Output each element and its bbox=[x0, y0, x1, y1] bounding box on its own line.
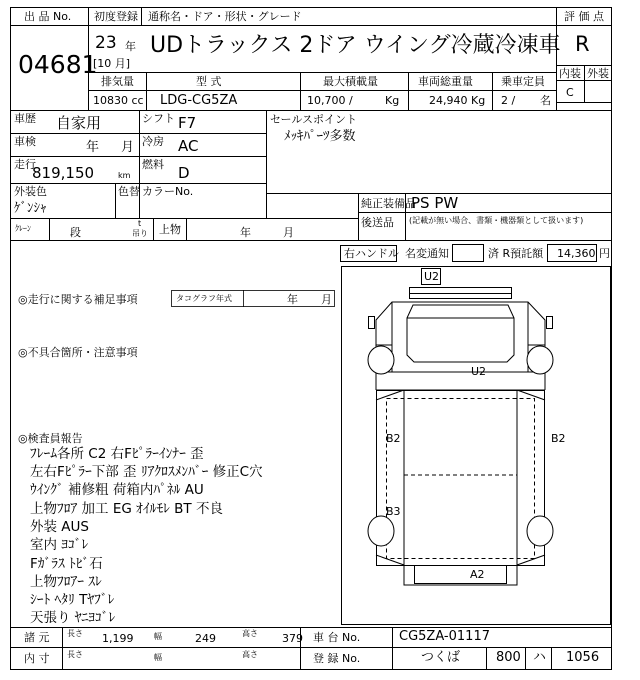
first-reg-year-unit: 年 bbox=[125, 40, 136, 53]
displacement-label: 排気量 bbox=[101, 75, 134, 88]
equipment-label: 純正装備品 bbox=[361, 197, 416, 210]
mileage-label: 走行 bbox=[14, 158, 36, 171]
vehicle-name: UDトラックス 2ドア ウイング冷蔵冷凍車 bbox=[150, 33, 561, 58]
crane-ton-unit: t bbox=[138, 219, 142, 228]
evaluation-score: R bbox=[575, 32, 590, 56]
report-line: 外装 AUS bbox=[30, 519, 89, 535]
fuel-label: 燃料 bbox=[142, 158, 164, 171]
damage-mark-left-rear: B3 bbox=[386, 505, 401, 518]
defects-title: ◎不具合箇所・注意事項 bbox=[18, 346, 138, 359]
report-line: 上物ﾌﾛｱ 加工 EG ｵｲﾙﾓﾚ BT 不良 bbox=[30, 501, 223, 517]
max-load-unit: Kg bbox=[385, 94, 400, 107]
first-registration-label: 初度登録 bbox=[94, 10, 138, 23]
upper-year-unit: 年 bbox=[240, 226, 251, 239]
gross-weight-label: 車両総重量 bbox=[418, 75, 473, 88]
history-value: 自家用 bbox=[56, 114, 102, 132]
exterior-color-label: 外装色 bbox=[14, 185, 47, 198]
first-reg-month: [10 月] bbox=[93, 57, 131, 70]
yen-unit: 円 bbox=[599, 247, 610, 260]
interior-dimensions-label: 内 寸 bbox=[24, 652, 50, 665]
registration-kana: ハ bbox=[533, 650, 547, 665]
lot-no-label: 出 品 No. bbox=[24, 10, 72, 23]
shift-value: F7 bbox=[178, 114, 197, 132]
height-value: 379 bbox=[282, 632, 303, 645]
sales-point-label: セールスポイント bbox=[270, 113, 358, 126]
damage-mark-right-side: B2 bbox=[551, 432, 566, 445]
tacho-month-unit: 月 bbox=[321, 293, 332, 306]
max-load-label: 最大積載量 bbox=[323, 75, 378, 88]
chassis-label: 車 台 No. bbox=[313, 631, 361, 644]
wheel-rear-left bbox=[368, 516, 394, 546]
wheel-rear-right bbox=[527, 516, 553, 546]
report-line: ｼｰﾄ ﾍﾀﾘ Tﾔﾌﾞﾚ bbox=[30, 592, 115, 608]
inspector-report-title: ◎検査員報告 bbox=[18, 432, 83, 445]
shift-label: シフト bbox=[142, 112, 175, 125]
evaluation-label: 評 価 点 bbox=[564, 10, 604, 23]
chassis-number: CG5ZA-01117 bbox=[399, 629, 490, 644]
report-line: Fｶﾞﾗｽ ﾄﾋﾞ石 bbox=[30, 556, 103, 572]
steering-value: 右ハンドル bbox=[344, 247, 399, 260]
registration-area: つくば bbox=[421, 650, 461, 665]
wheel-front-right bbox=[527, 346, 553, 374]
tacho-year-unit: 年 bbox=[287, 293, 298, 306]
interior-width-label: 幅 bbox=[154, 653, 162, 662]
interior-label: 内装 bbox=[559, 67, 581, 80]
max-load-value: 10,700 / bbox=[307, 94, 353, 107]
retrofit-label: 後送品 bbox=[361, 216, 394, 229]
registration-class: 800 bbox=[496, 650, 521, 665]
damage-mark-front: U2 bbox=[424, 270, 440, 283]
report-line: ﾌﾚｰﾑ各所 C2 右Fﾋﾟﾗｰｲﾝﾅｰ 歪 bbox=[30, 446, 204, 462]
lot-no: 04681 bbox=[18, 50, 98, 79]
gross-weight-value: 24,940 Kg bbox=[429, 94, 486, 107]
capacity-value: 2 / bbox=[501, 94, 516, 107]
interior-height-label: 高さ bbox=[242, 650, 258, 659]
mileage-value: 819,150 bbox=[32, 164, 95, 182]
first-reg-year: 23 bbox=[95, 33, 117, 53]
running-notes-title: ◎走行に関する補足事項 bbox=[18, 293, 138, 306]
length-value: 1,199 bbox=[102, 632, 134, 645]
odometer-change-label: 名変通知 bbox=[405, 247, 449, 260]
ac-label: 冷房 bbox=[142, 135, 164, 148]
interior-score: C bbox=[566, 86, 574, 99]
tacho-label: タコグラフ年式 bbox=[176, 294, 232, 303]
report-line: 左右Fﾋﾟﾗｰ下部 歪 ﾘｱｸﾛｽﾒﾝﾊﾞｰ 修正C穴 bbox=[30, 464, 263, 480]
displacement-value: 10830 cc bbox=[93, 94, 144, 107]
model-code: LDG-CG5ZA bbox=[160, 93, 238, 108]
sales-point-value: ﾒｯｷﾊﾟｰﾂ多数 bbox=[284, 129, 356, 144]
color-change-label: 色替 bbox=[118, 185, 140, 198]
capacity-label: 乗車定員 bbox=[501, 75, 545, 88]
dimensions-label: 諸 元 bbox=[24, 631, 50, 644]
ac-value: AC bbox=[178, 137, 199, 155]
damage-mark-cab: U2 bbox=[471, 365, 487, 378]
inspection-label: 車検 bbox=[14, 135, 36, 148]
damage-mark-rear: A2 bbox=[470, 568, 485, 581]
inspection-month: 月 bbox=[121, 140, 135, 155]
equipment-value: PS PW bbox=[411, 194, 459, 212]
upper-label: 上物 bbox=[159, 223, 181, 236]
history-label: 車歴 bbox=[14, 112, 36, 125]
registration-number: 1056 bbox=[566, 650, 600, 665]
recycle-amount: 14,360 bbox=[557, 247, 596, 260]
recycle-label: 済 R預託額 bbox=[488, 247, 544, 260]
capacity-unit: 名 bbox=[540, 94, 551, 107]
exterior-color-value: ｹﾞﾝｼｬ bbox=[14, 201, 47, 216]
height-label: 高さ bbox=[242, 629, 258, 638]
registration-label: 登 録 No. bbox=[313, 652, 361, 665]
interior-length-label: 長さ bbox=[67, 650, 83, 659]
damage-mark-left-side: B2 bbox=[386, 432, 401, 445]
width-value: 249 bbox=[195, 632, 216, 645]
color-no-label: カラーNo. bbox=[142, 185, 194, 198]
report-line: ｳｲﾝｸﾞ 補修粗 荷箱内ﾊﾟﾈﾙ AU bbox=[30, 482, 204, 498]
crane-hang-unit: 吊り bbox=[132, 229, 148, 238]
report-line: 上物ﾌﾛｱｰ ｽﾚ bbox=[30, 574, 102, 590]
crane-step-unit: 段 bbox=[70, 226, 81, 239]
retrofit-note: (記載が無い場合、書類・機器類として扱います) bbox=[409, 216, 584, 225]
inspection-year: 年 bbox=[86, 140, 100, 155]
crane-label: ｸﾚｰﾝ bbox=[15, 224, 31, 233]
report-line: 室内 ﾖｺﾞﾚ bbox=[30, 537, 89, 553]
exterior-label: 外装 bbox=[587, 67, 609, 80]
mileage-unit: km bbox=[118, 171, 131, 180]
vehicle-name-label: 通称名・ドア・形状・グレード bbox=[148, 10, 302, 23]
length-label: 長さ bbox=[67, 629, 83, 638]
model-label: 型 式 bbox=[196, 75, 222, 88]
report-line: 天張り ﾔﾆﾖｺﾞﾚ bbox=[30, 610, 116, 626]
upper-month-unit: 月 bbox=[283, 226, 294, 239]
fuel-value: D bbox=[178, 164, 190, 182]
width-label: 幅 bbox=[154, 632, 162, 641]
wheel-front-left bbox=[368, 346, 394, 374]
